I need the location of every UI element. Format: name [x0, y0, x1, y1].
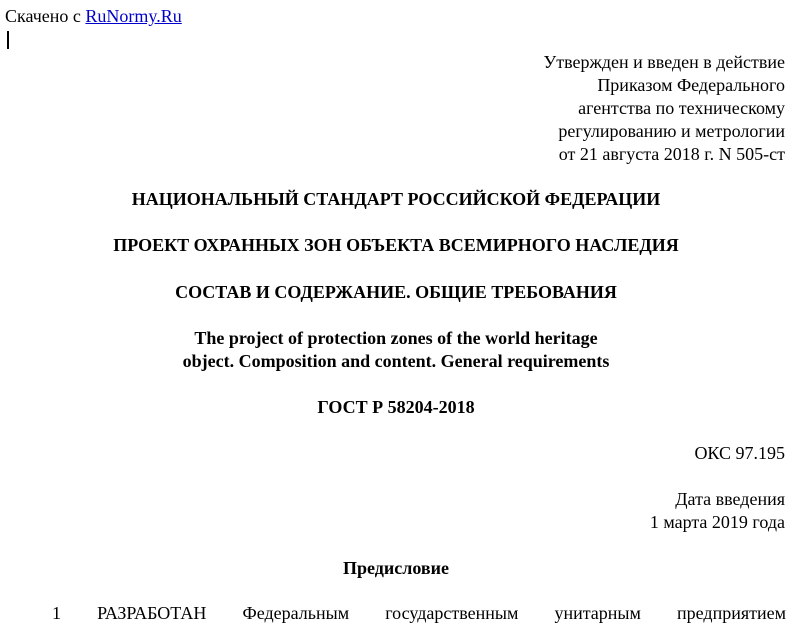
text-cursor: [7, 31, 9, 49]
standard-code: ГОСТ Р 58204-2018: [317, 397, 475, 417]
paragraph-word: государственным: [385, 603, 519, 623]
runormy-link[interactable]: RuNormy.Ru: [85, 6, 182, 26]
preface-item-1: [52, 602, 786, 624]
item-number: 1: [52, 603, 61, 623]
oks-code: ОКС 97.195: [694, 443, 785, 463]
paragraph-word: предприятием: [677, 603, 786, 623]
paragraph-word: Федеральным: [242, 603, 350, 623]
downloaded-from-line: [5, 5, 182, 27]
english-title-line: The project of protection zones of the world heritage: [194, 328, 598, 348]
approval-line: Приказом Федерального: [597, 75, 785, 95]
approval-line: Утвержден и введен в действие: [543, 52, 785, 72]
document-subtitle: СОСТАВ И СОДЕРЖАНИЕ. ОБЩИЕ ТРЕБОВАНИЯ: [175, 282, 617, 302]
english-title-line: object. Composition and content. General requirements: [182, 351, 610, 371]
paragraph-word: унитарным: [554, 603, 641, 623]
approval-line: от 21 августа 2018 г. N 505-ст: [558, 144, 785, 164]
approval-line: регулированию и метрологии: [558, 121, 785, 141]
document-title: ПРОЕКТ ОХРАННЫХ ЗОН ОБЪЕКТА ВСЕМИРНОГО НАСЛЕДИЯ: [113, 235, 679, 255]
preface-heading: Предисловие: [343, 558, 449, 578]
downloaded-prefix: Скачено с: [5, 6, 86, 26]
approval-line: агентства по техническому: [578, 98, 785, 118]
paragraph-word: РАЗРАБОТАН: [97, 603, 207, 623]
intro-date-label: Дата введения: [675, 489, 785, 509]
standard-type-heading: НАЦИОНАЛЬНЫЙ СТАНДАРТ РОССИЙСКОЙ ФЕДЕРАЦИИ: [131, 189, 661, 209]
intro-date-value: 1 марта 2019 года: [649, 512, 785, 532]
